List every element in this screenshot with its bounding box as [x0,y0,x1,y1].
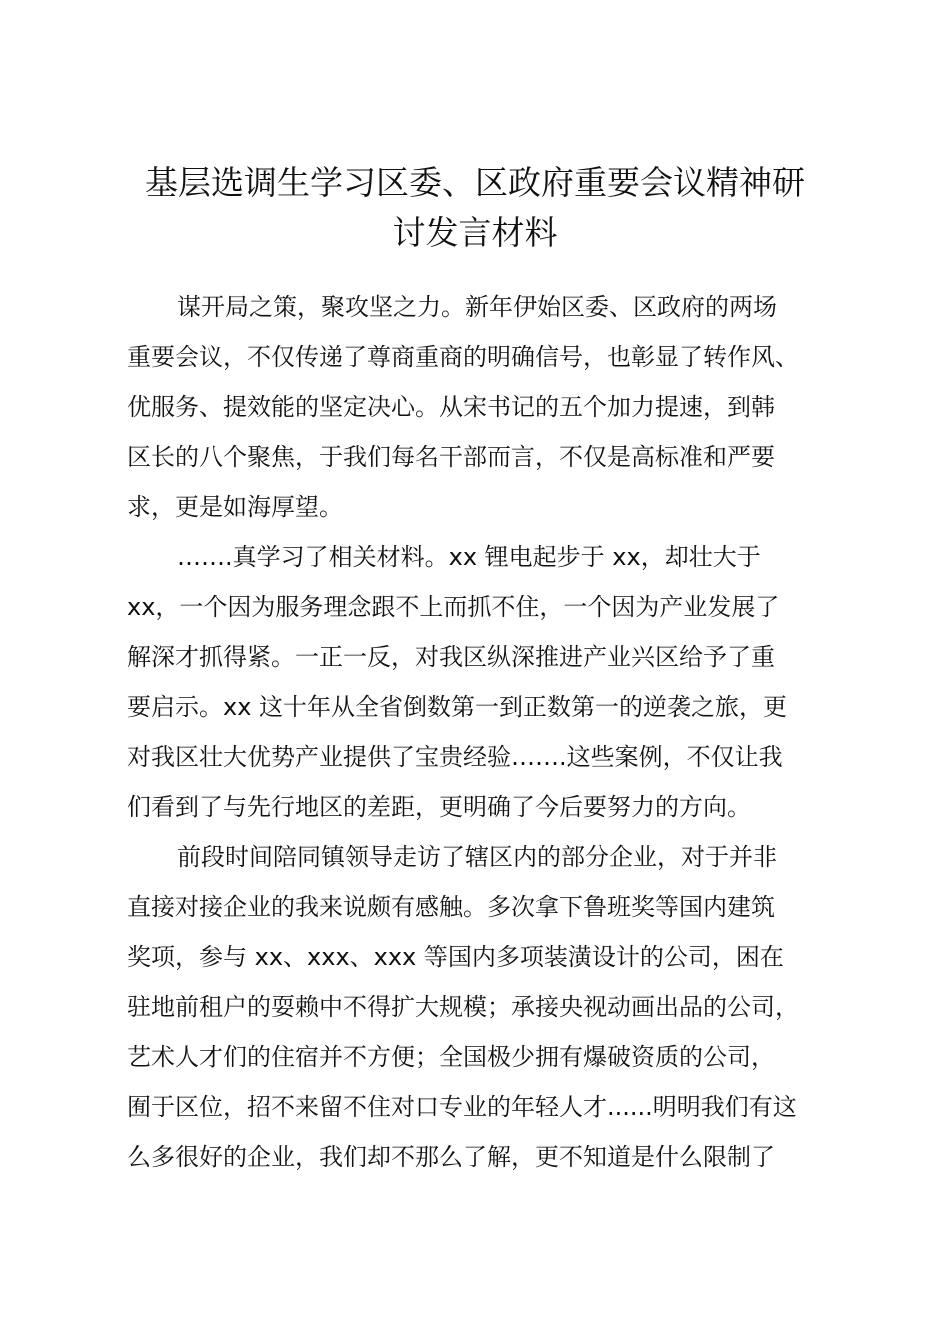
paragraph-2 [127,532,837,832]
paragraph-3 [127,832,837,1182]
title-line: 讨发言材料 [392,213,558,252]
paragraph-line: 们看到了与先行地区的差距，更明确了今后要努力的方向。 [127,793,751,821]
paragraph-line: 直接对接企业的我来说颇有感触。多次拿下鲁班奖等国内建筑 [127,893,775,921]
paragraph-line: 优服务、提效能的坚定决心。从宋书记的五个加力提速，到韩 [127,393,775,421]
paragraph-line: 区长的八个聚焦，于我们每名干部而言，不仅是高标准和严要 [127,443,775,471]
paragraph-1 [127,282,837,532]
paragraph-line: 对我区壮大优势产业提供了宝贵经验…….这些案例，不仅让我 [127,743,783,771]
paragraph-line: 重要会议，不仅传递了尊商重商的明确信号，也彰显了转作风、 [127,343,799,371]
paragraph-line: 奖项，参与 xx、xxx、xxx 等国内多项装潢设计的公司，困在 [127,943,784,971]
paragraph-line: …….真学习了相关材料。xx 锂电起步于 xx，却壮大于 [177,543,761,571]
paragraph-line: 要启示。xx 这十年从全省倒数第一到正数第一的逆袭之旅，更 [127,693,788,721]
paragraph-line: 艺术人才们的住宿并不方便；全国极少拥有爆破资质的公司， [127,1043,775,1071]
document-title [110,158,840,258]
paragraph-line: 求，更是如海厚望。 [127,493,343,521]
paragraph-line: 驻地前租户的耍赖中不得扩大规模；承接央视动画出品的公司， [127,993,799,1021]
paragraph-line: 囿于区位，招不来留不住对口专业的年轻人才......明明我们有这 [127,1093,797,1121]
paragraph-line: 解深才抓得紧。一正一反，对我区纵深推进产业兴区给予了重 [127,643,775,671]
paragraph-line: 前段时间陪同镇领导走访了辖区内的部分企业，对于并非 [177,843,777,871]
paragraph-line: xx，一个因为服务理念跟不上而抓不住，一个因为产业发展了 [127,593,780,621]
paragraph-line: 谋开局之策，聚攻坚之力。新年伊始区委、区政府的两场 [177,293,777,321]
paragraph-line: 么多很好的企业，我们却不那么了解，更不知道是什么限制了 [127,1143,775,1171]
title-line: 基层选调生学习区委、区政府重要会议精神研 [145,163,805,202]
document-body [127,282,837,1182]
